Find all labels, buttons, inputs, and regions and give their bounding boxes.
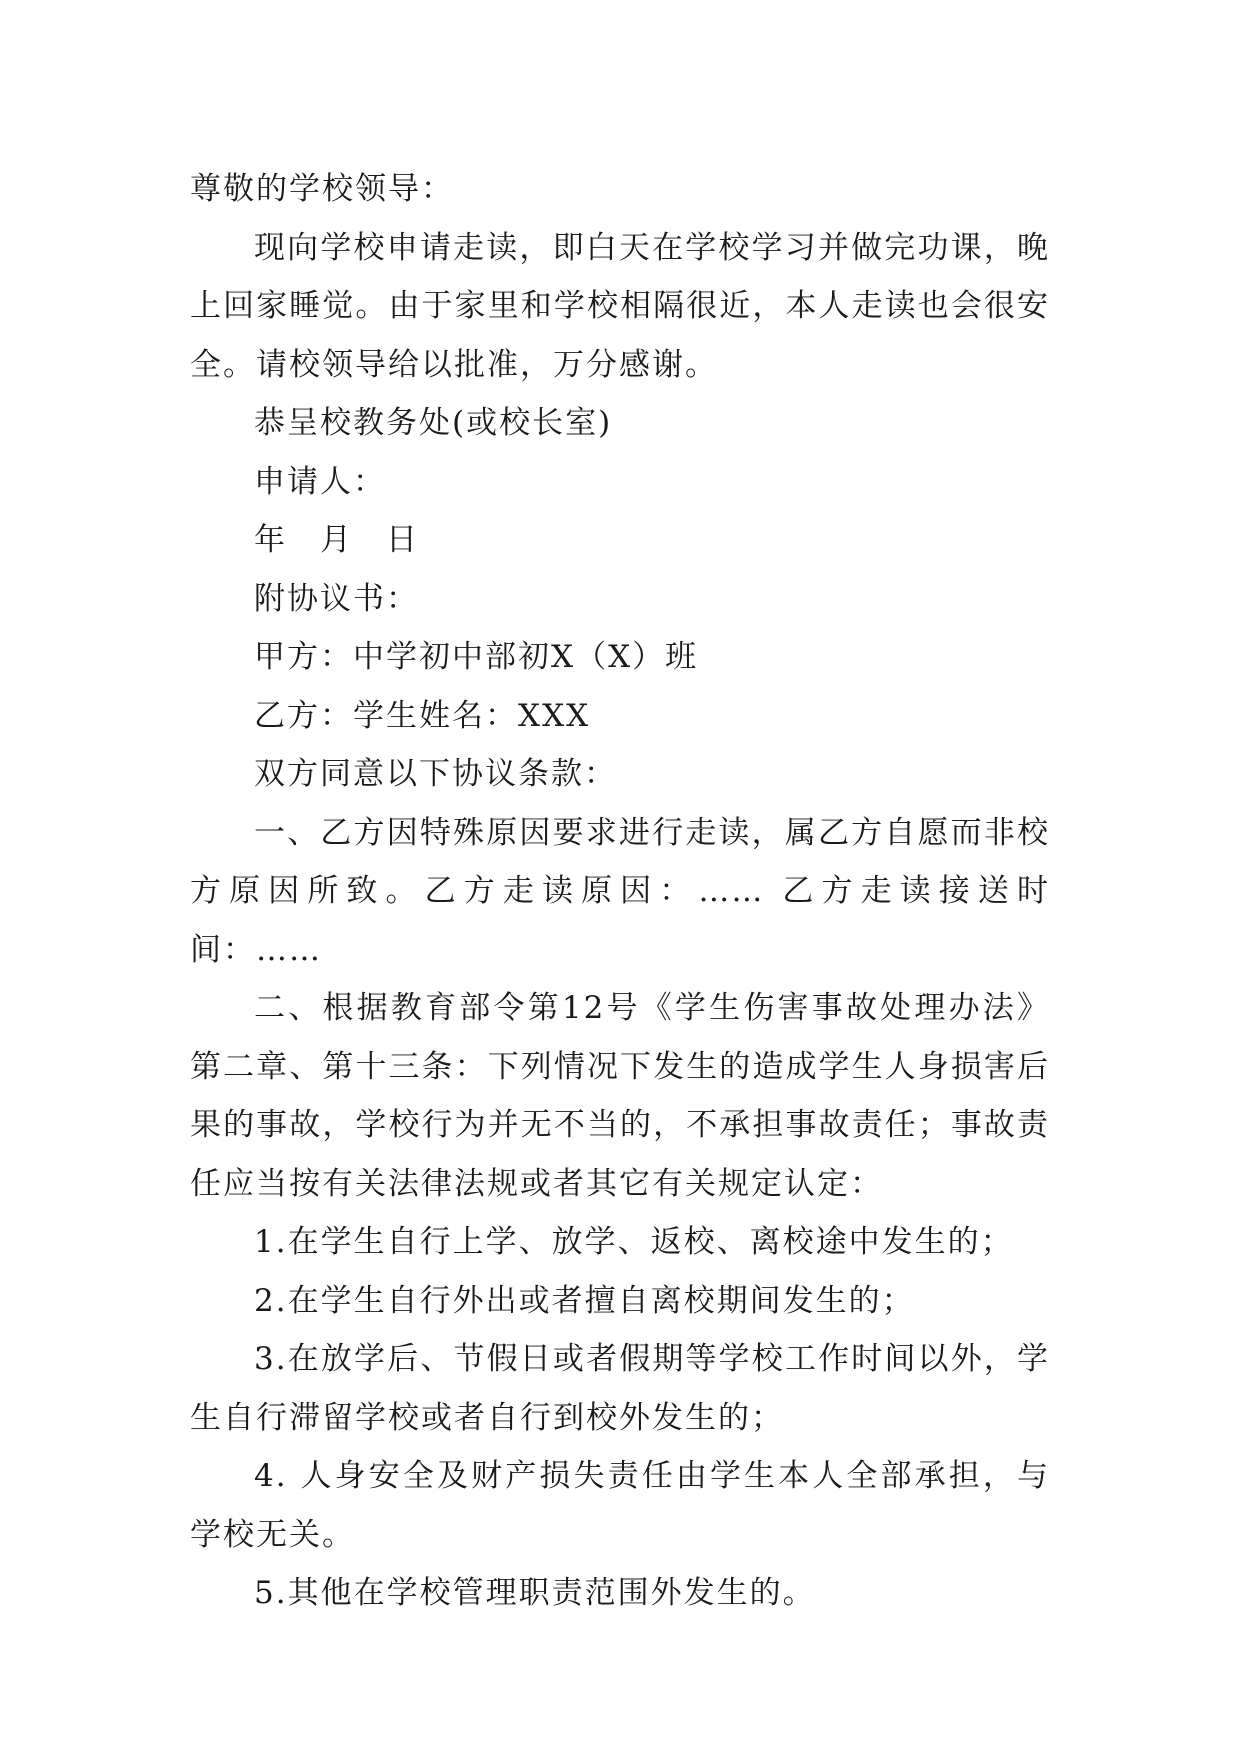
salutation: 尊敬的学校领导： <box>190 171 454 207</box>
paragraph-applicant: 申请人： <box>254 463 386 500</box>
paragraph-application: 现向学校申请走读，即白天在学校学习并做完功课，晚上回家睡觉。由于家里和学校相隔很近，本人走读也会很安全。请校领导给以批准，万分感谢。 <box>190 229 1050 383</box>
list-item-1: 1.在学生自行上学、放学、返校、离校途中发生的； <box>254 1224 1014 1260</box>
paragraph-agreement-title: 附协议书： <box>254 580 419 617</box>
paragraph-party-a: 甲方：中学初中部初X（X）班 <box>254 639 699 675</box>
list-item-3: 3.在放学后、节假日或者假期等学校工作时间以外，学生自行滞留学校或者自行到校外发生的； <box>190 1341 1050 1436</box>
paragraph-clause-1: 一、乙方因特殊原因要求进行走读，属乙方自愿而非校方原因所致。乙方走读原因：…… 乙方走读接送时间：…… <box>190 814 1050 968</box>
paragraph-party-b: 乙方：学生姓名：XXX <box>254 697 591 734</box>
list-item-5: 5.其他在学校管理职责范围外发生的。 <box>254 1575 816 1611</box>
paragraph-agreement-intro: 双方同意以下协议条款： <box>254 756 617 792</box>
paragraph-date: 年 月 日 <box>254 522 419 558</box>
list-item-4: 4. 人身安全及财产损失责任由学生本人全部承担，与学校无关。 <box>190 1458 1050 1553</box>
paragraph-recipient: 恭呈校教务处(或校长室) <box>254 405 613 441</box>
document-body <box>190 160 1050 1623</box>
list-item-2: 2.在学生自行外出或者擅自离校期间发生的； <box>254 1282 915 1319</box>
paragraph-clause-2: 二、根据教育部令第12号《学生伤害事故处理办法》第二章、第十三条：下列情况下发生的造成学生人身损害后果的事故，学校行为并无不当的，不承担事故责任；事故责任应当按有关法律法规或者其它有关规定认定： <box>190 990 1050 1202</box>
